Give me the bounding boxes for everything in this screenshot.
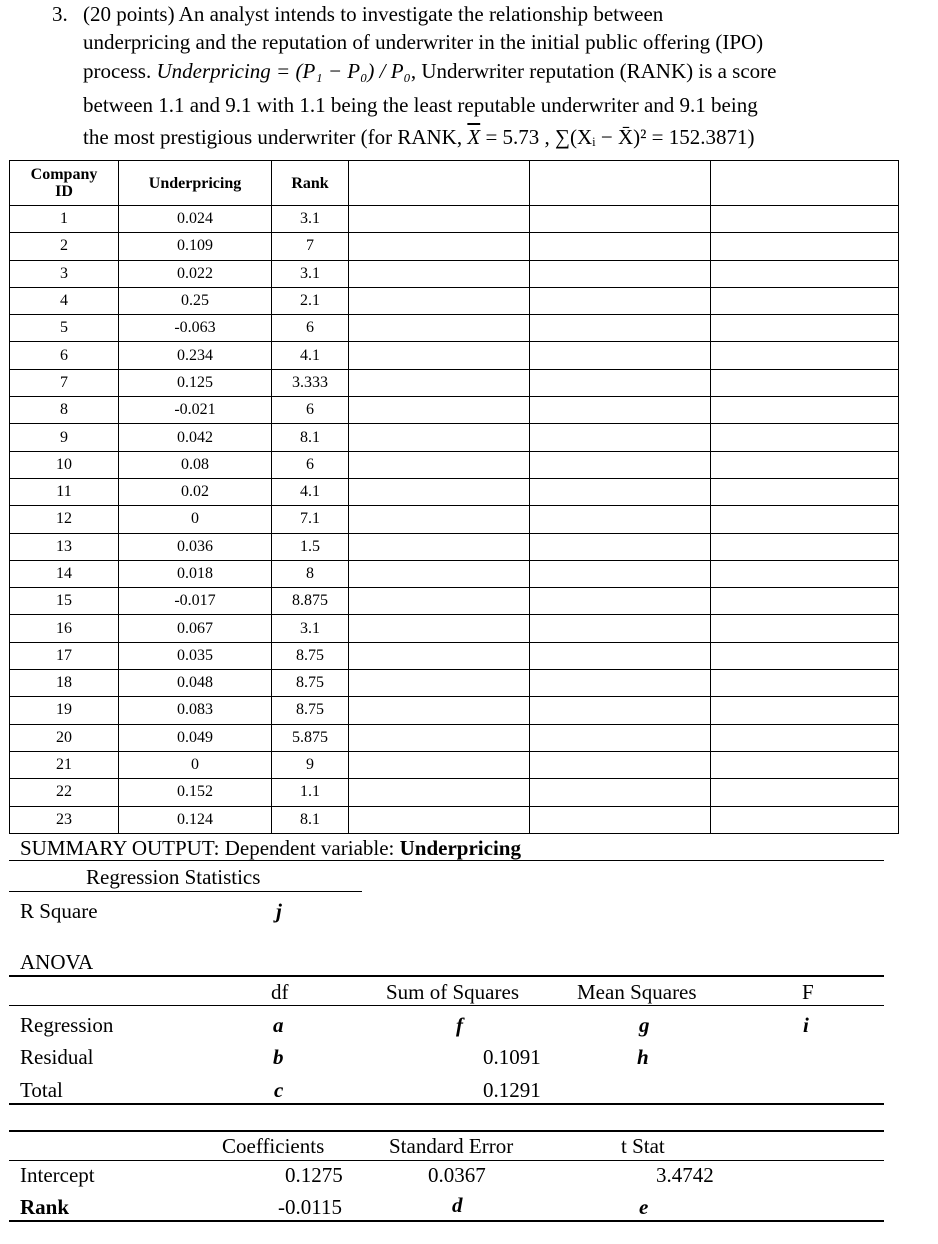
empty-cell (530, 615, 711, 642)
table-row (10, 260, 899, 287)
company-id-cell: 9 (10, 424, 119, 451)
empty-cell (530, 779, 711, 806)
empty-cell (349, 397, 530, 424)
underpricing-cell: 0.109 (119, 233, 272, 260)
coef-rank-label: Rank (20, 1195, 70, 1219)
underpricing-cell: 0.067 (119, 615, 272, 642)
underpricing-cell: 0.08 (119, 451, 272, 478)
anova-bottom-rule (9, 1103, 884, 1105)
rank-cell: 5.875 (272, 724, 349, 751)
underpricing-cell: 0.035 (119, 642, 272, 669)
empty-cell (711, 506, 899, 533)
empty-cell (530, 369, 711, 396)
company-id-cell: 14 (10, 560, 119, 587)
table-row (10, 560, 899, 587)
empty-cell (711, 233, 899, 260)
line5-prefix: the most prestigious underwriter (for RANK, (83, 125, 463, 149)
empty-cell (349, 424, 530, 451)
empty-cell (349, 506, 530, 533)
underpricing-cell: 0.042 (119, 424, 272, 451)
empty-cell (711, 642, 899, 669)
underpricing-cell: 0.048 (119, 670, 272, 697)
underpricing-cell: 0.083 (119, 697, 272, 724)
summary-dependent-var: Underpricing (399, 836, 521, 860)
empty-cell (711, 697, 899, 724)
coef-bottom-rule (9, 1220, 884, 1222)
underpricing-cell: -0.063 (119, 315, 272, 342)
empty-cell (530, 670, 711, 697)
company-id-cell: 5 (10, 315, 119, 342)
table-row (10, 779, 899, 806)
empty-cell (349, 806, 530, 833)
anova-regression-df: a (273, 1013, 284, 1037)
underpricing-cell: 0.022 (119, 260, 272, 287)
rank-cell: 8.875 (272, 588, 349, 615)
empty-cell (530, 233, 711, 260)
rank-cell: 8.1 (272, 424, 349, 451)
rank-cell: 1.1 (272, 779, 349, 806)
underpricing-cell: 0 (119, 751, 272, 778)
company-id-cell: 3 (10, 260, 119, 287)
empty-cell (711, 724, 899, 751)
company-id-cell: 21 (10, 751, 119, 778)
empty-cell (711, 533, 899, 560)
company-id-cell: 10 (10, 451, 119, 478)
empty-cell (711, 588, 899, 615)
empty-cell (711, 451, 899, 478)
empty-cell (349, 369, 530, 396)
table-row (10, 315, 899, 342)
empty-cell (711, 397, 899, 424)
anova-residual-df: b (273, 1045, 284, 1069)
anova-regression-ms: g (639, 1013, 650, 1037)
empty-cell (530, 424, 711, 451)
empty-cell (349, 451, 530, 478)
underpricing-cell: 0.049 (119, 724, 272, 751)
table-row (10, 806, 899, 833)
empty-cell (530, 287, 711, 314)
empty-cell (711, 779, 899, 806)
question-line-4: between 1.1 and 9.1 with 1.1 being the least reputable underwriter and 9.1 being (83, 93, 758, 117)
coef-top-rule (9, 1130, 884, 1132)
table-row (10, 506, 899, 533)
underpricing-cell: -0.017 (119, 588, 272, 615)
coef-intercept-se: 0.0367 (428, 1163, 486, 1187)
coef-header-rule (9, 1160, 884, 1161)
header-empty-2 (530, 161, 711, 206)
line3-prefix: process. (83, 59, 152, 83)
company-id-cell: 12 (10, 506, 119, 533)
empty-cell (711, 751, 899, 778)
coef-header-coefficients: Coefficients (222, 1134, 325, 1158)
empty-cell (530, 533, 711, 560)
table-row (10, 588, 899, 615)
header-rank: Rank (272, 161, 349, 206)
anova-total-df: c (274, 1078, 284, 1102)
question-number: 3. (52, 2, 68, 26)
empty-cell (349, 287, 530, 314)
empty-cell (711, 478, 899, 505)
empty-cell (349, 478, 530, 505)
company-id-cell: 6 (10, 342, 119, 369)
table-row (10, 397, 899, 424)
company-id-cell: 23 (10, 806, 119, 833)
rank-cell: 6 (272, 397, 349, 424)
question-line-2: underpricing and the reputation of underwriter in the initial public offering (IPO) (83, 30, 764, 54)
question-line-5 (83, 125, 754, 150)
underpricing-formula: Underpricing = (P₁ − P₀) / P₀ (156, 59, 411, 83)
empty-cell (711, 260, 899, 287)
company-id-cell: 4 (10, 287, 119, 314)
anova-regression-ss: f (456, 1013, 463, 1037)
coef-rank-t: e (639, 1195, 649, 1219)
empty-cell (530, 751, 711, 778)
empty-cell (711, 287, 899, 314)
anova-header-df: df (271, 980, 289, 1004)
empty-cell (530, 560, 711, 587)
empty-cell (349, 260, 530, 287)
company-id-cell: 17 (10, 642, 119, 669)
rank-cell: 3.1 (272, 206, 349, 233)
table-row (10, 451, 899, 478)
anova-residual-label: Residual (20, 1045, 94, 1069)
empty-cell (349, 315, 530, 342)
table-row (10, 369, 899, 396)
rank-cell: 6 (272, 451, 349, 478)
company-id-cell: 11 (10, 478, 119, 505)
underpricing-cell: 0 (119, 506, 272, 533)
table-row (10, 642, 899, 669)
empty-cell (711, 369, 899, 396)
company-id-cell: 22 (10, 779, 119, 806)
underpricing-cell: 0.152 (119, 779, 272, 806)
company-id-cell: 2 (10, 233, 119, 260)
empty-cell (349, 342, 530, 369)
header-empty-3 (711, 161, 899, 206)
table-header-row (10, 161, 899, 206)
anova-residual-ms: h (637, 1045, 649, 1069)
coef-intercept-label: Intercept (20, 1163, 95, 1187)
table-row (10, 206, 899, 233)
empty-cell (349, 560, 530, 587)
empty-cell (349, 670, 530, 697)
r-square-value: j (276, 899, 282, 923)
coef-header-std-error: Standard Error (389, 1134, 514, 1158)
table-row (10, 342, 899, 369)
rank-cell: 6 (272, 315, 349, 342)
empty-cell (349, 751, 530, 778)
empty-cell (711, 615, 899, 642)
rank-cell: 3.1 (272, 615, 349, 642)
rank-cell: 8.75 (272, 670, 349, 697)
empty-cell (530, 697, 711, 724)
empty-cell (711, 560, 899, 587)
header-empty-1 (349, 161, 530, 206)
coef-intercept-t: 3.4742 (656, 1163, 714, 1187)
summary-title (20, 836, 521, 861)
empty-cell (530, 397, 711, 424)
table-row (10, 751, 899, 778)
summary-title-prefix: SUMMARY OUTPUT: Dependent variable: (20, 836, 400, 860)
rank-cell: 7 (272, 233, 349, 260)
r-square-label: R Square (20, 899, 98, 923)
table-row (10, 697, 899, 724)
anova-total-label: Total (20, 1078, 63, 1102)
underpricing-cell: 0.018 (119, 560, 272, 587)
empty-cell (711, 206, 899, 233)
anova-top-rule (9, 975, 884, 977)
coef-intercept-value: 0.1275 (285, 1163, 343, 1187)
anova-header-rule (9, 1005, 884, 1006)
table-row (10, 233, 899, 260)
rank-cell: 8 (272, 560, 349, 587)
anova-label: ANOVA (20, 950, 94, 974)
empty-cell (530, 315, 711, 342)
anova-header-ss: Sum of Squares (386, 980, 519, 1004)
table-row (10, 533, 899, 560)
anova-residual-ss: 0.1091 (483, 1045, 541, 1069)
table-row (10, 424, 899, 451)
empty-cell (349, 233, 530, 260)
empty-cell (530, 642, 711, 669)
rank-cell: 7.1 (272, 506, 349, 533)
mean-value: = 5.73 , (480, 125, 556, 149)
anova-total-ss: 0.1291 (483, 1078, 541, 1102)
anova-regression-f: i (803, 1013, 809, 1037)
company-id-cell: 8 (10, 397, 119, 424)
empty-cell (349, 697, 530, 724)
empty-cell (530, 506, 711, 533)
reg-stats-divider (9, 891, 362, 892)
rank-cell: 4.1 (272, 342, 349, 369)
question-line-1: (20 points) An analyst intends to investigate the relationship between (83, 2, 664, 26)
empty-cell (711, 670, 899, 697)
rank-cell: 3.1 (272, 260, 349, 287)
empty-cell (530, 588, 711, 615)
underpricing-cell: 0.125 (119, 369, 272, 396)
empty-cell (349, 642, 530, 669)
anova-header-ms: Mean Squares (577, 980, 697, 1004)
rank-cell: 9 (272, 751, 349, 778)
empty-cell (349, 724, 530, 751)
underpricing-cell: 0.234 (119, 342, 272, 369)
company-id-cell: 18 (10, 670, 119, 697)
rank-cell: 1.5 (272, 533, 349, 560)
rank-cell: 2.1 (272, 287, 349, 314)
company-id-cell: 16 (10, 615, 119, 642)
company-id-cell: 20 (10, 724, 119, 751)
company-id-cell: 7 (10, 369, 119, 396)
empty-cell (530, 806, 711, 833)
empty-cell (711, 315, 899, 342)
rank-cell: 8.75 (272, 642, 349, 669)
empty-cell (530, 478, 711, 505)
empty-cell (711, 342, 899, 369)
underpricing-cell: 0.02 (119, 478, 272, 505)
anova-regression-label: Regression (20, 1013, 114, 1037)
company-id-cell: 15 (10, 588, 119, 615)
table-row (10, 670, 899, 697)
line3-suffix: , Underwriter reputation (RANK) is a score (410, 59, 777, 83)
underpricing-cell: 0.25 (119, 287, 272, 314)
empty-cell (530, 451, 711, 478)
empty-cell (530, 260, 711, 287)
company-id-cell: 1 (10, 206, 119, 233)
rank-cell: 3.333 (272, 369, 349, 396)
table-row (10, 615, 899, 642)
underpricing-cell: -0.021 (119, 397, 272, 424)
anova-header-f: F (802, 980, 814, 1004)
empty-cell (530, 206, 711, 233)
header-company-id: Company ID (10, 161, 119, 206)
coef-rank-value: -0.0115 (278, 1195, 342, 1219)
underpricing-cell: 0.036 (119, 533, 272, 560)
empty-cell (349, 206, 530, 233)
empty-cell (349, 615, 530, 642)
empty-cell (530, 342, 711, 369)
summary-divider (9, 860, 884, 861)
empty-cell (530, 724, 711, 751)
sum-of-squares: ∑(Xᵢ − X̄)² = 152.3871) (555, 125, 755, 149)
empty-cell (349, 533, 530, 560)
data-table (9, 160, 899, 834)
empty-cell (349, 588, 530, 615)
rank-cell: 8.75 (272, 697, 349, 724)
underpricing-cell: 0.024 (119, 206, 272, 233)
company-id-cell: 19 (10, 697, 119, 724)
empty-cell (711, 424, 899, 451)
x-bar-symbol: $\overline{X}$ (467, 125, 481, 149)
question-line-3 (83, 59, 777, 84)
coef-header-t-stat: t Stat (621, 1134, 665, 1158)
empty-cell (711, 806, 899, 833)
table-row (10, 287, 899, 314)
company-id-cell: 13 (10, 533, 119, 560)
rank-cell: 4.1 (272, 478, 349, 505)
coef-rank-se: d (452, 1193, 463, 1217)
underpricing-cell: 0.124 (119, 806, 272, 833)
regression-statistics-label: Regression Statistics (86, 865, 261, 889)
table-row (10, 724, 899, 751)
table-row (10, 478, 899, 505)
header-underpricing: Underpricing (119, 161, 272, 206)
empty-cell (349, 779, 530, 806)
rank-cell: 8.1 (272, 806, 349, 833)
